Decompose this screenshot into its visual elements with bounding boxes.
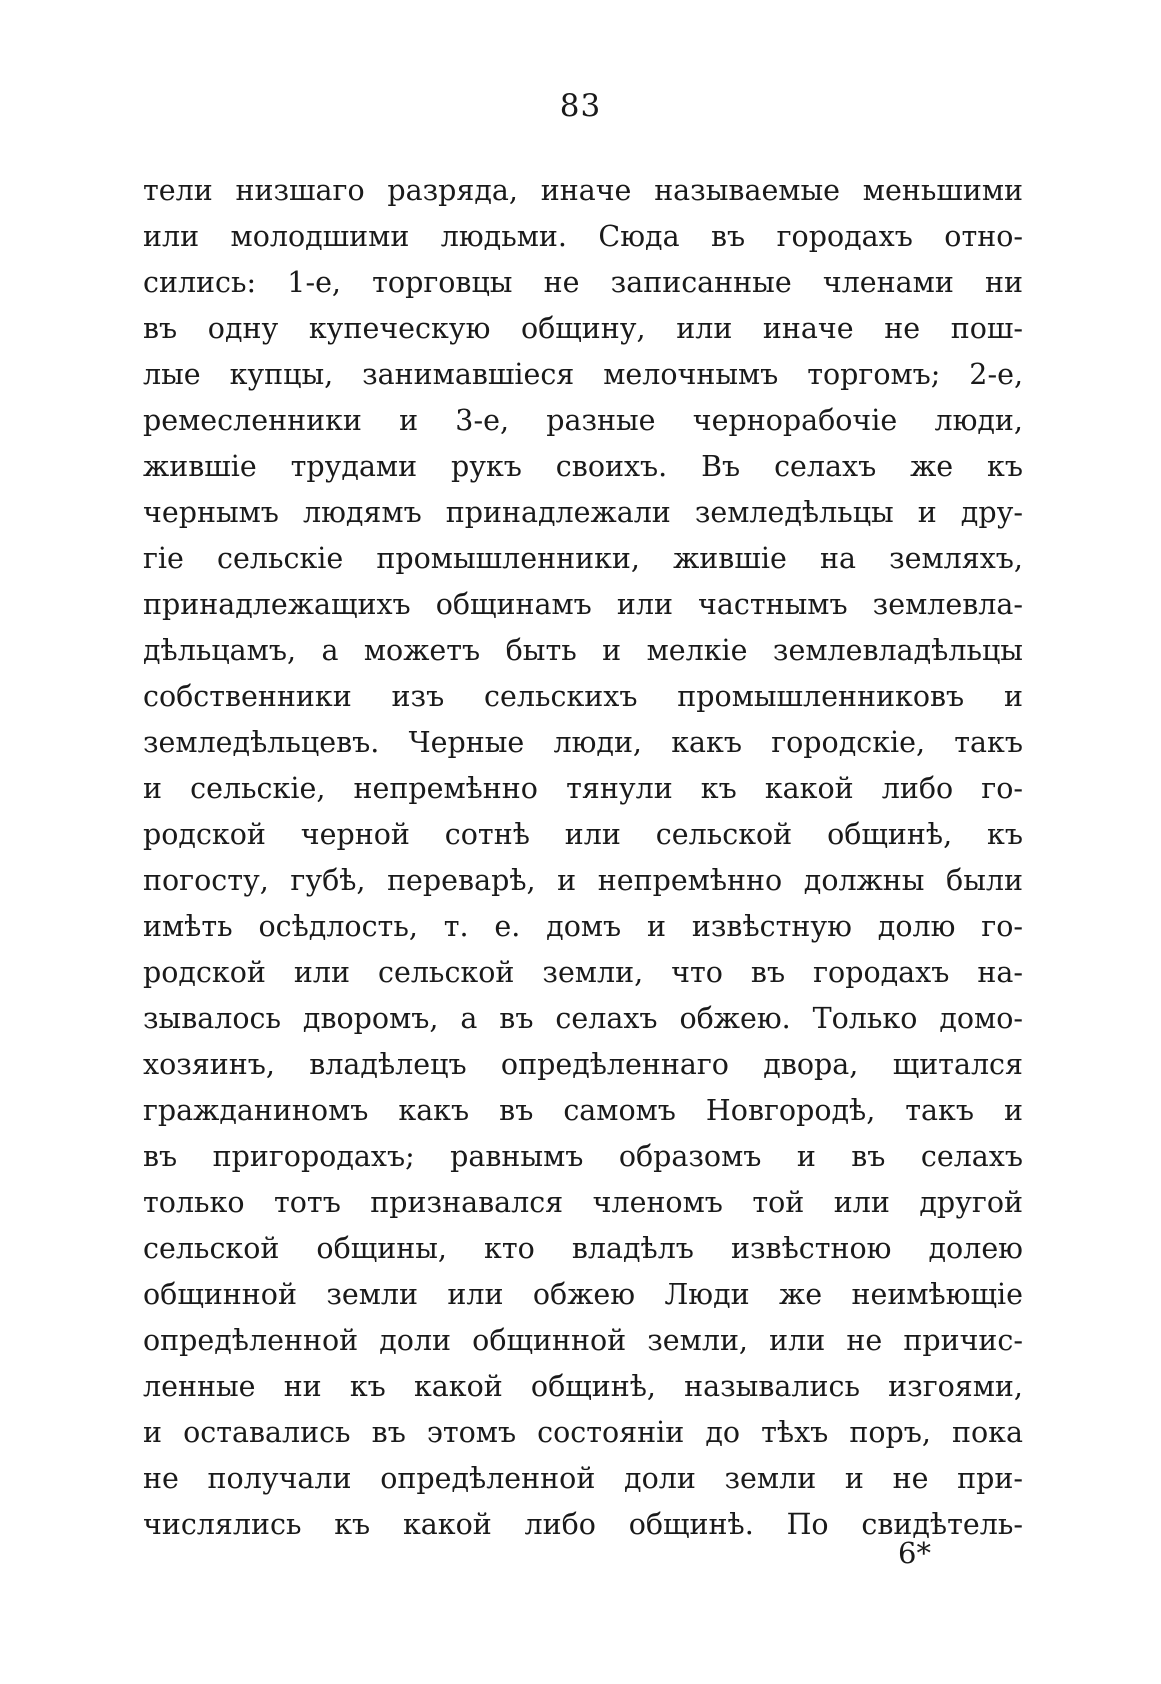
text-line: сились: 1-е, торговцы не записанные членами ни [143,266,1023,299]
text-line: не получали опредѣленной доли земли и не при- [143,1462,1023,1495]
body-text [143,168,1023,1548]
text-line: зывалось дворомъ, а въ селахъ обжею. Только домо- [143,1002,1023,1035]
text-line: родской или сельской земли, что въ городахъ на- [143,956,1023,989]
text-line: и оставались въ этомъ состояніи до тѣхъ поръ, пока [143,1416,1023,1449]
text-line: лые купцы, занимавшіеся мелочнымъ торгомъ; 2-е, [143,358,1023,391]
text-line: общинной земли или обжею Люди же неимѣющіе [143,1278,1023,1311]
text-line: сельской общины, кто владѣлъ извѣстною долею [143,1232,1023,1265]
text-line: только тотъ признавался членомъ той или другой [143,1186,1023,1219]
text-line: ленные ни къ какой общинѣ, назывались изгоями, [143,1370,1023,1403]
text-line: опредѣленной доли общинной земли, или не причис- [143,1324,1023,1357]
text-line: или молодшими людьми. Сюда въ городахъ отно- [143,220,1023,253]
text-line: жившіе трудами рукъ своихъ. Въ селахъ же къ [143,450,1023,483]
page-number: 83 [559,88,602,124]
text-line: хозяинъ, владѣлецъ опредѣленнаго двора, щитался [143,1048,1023,1081]
text-line: имѣть осѣдлость, т. е. домъ и извѣстную долю го- [143,910,1023,943]
text-line: и сельскіе, непремѣнно тянули къ какой либо го- [143,772,1023,805]
text-line: гражданиномъ какъ въ самомъ Новгородѣ, такъ и [143,1094,1023,1127]
text-line: гіе сельскіе промышленники, жившіе на земляхъ, [143,542,1023,575]
text-line: дѣльцамъ, а можетъ быть и мелкіе землевладѣльцы [143,634,1023,667]
text-line: тели низшаго разряда, иначе называемые меньшими [143,174,1023,207]
text-line: чернымъ людямъ принадлежали земледѣльцы и дру- [143,496,1023,529]
text-line: принадлежащихъ общинамъ или частнымъ землевла- [143,588,1023,621]
text-line: въ пригородахъ; равнымъ образомъ и въ селахъ [143,1140,1023,1173]
text-line: земледѣльцевъ. Черные люди, какъ городскіе, такъ [143,726,1023,759]
text-line: въ одну купеческую общину, или иначе не пош- [143,312,1023,345]
text-line: собственники изъ сельскихъ промышленниковъ и [143,680,1023,713]
text-line: родской черной сотнѣ или сельской общинѣ, къ [143,818,1023,851]
text-line: погосту, губѣ, переварѣ, и непремѣнно должны были [143,864,1023,897]
text-line: числялись къ какой либо общинѣ. По свидѣтель- [143,1508,1023,1541]
printer-signature-mark: 6* [898,1536,931,1570]
text-line: ремесленники и 3-е, разные чернорабочіе люди, [143,404,1023,437]
